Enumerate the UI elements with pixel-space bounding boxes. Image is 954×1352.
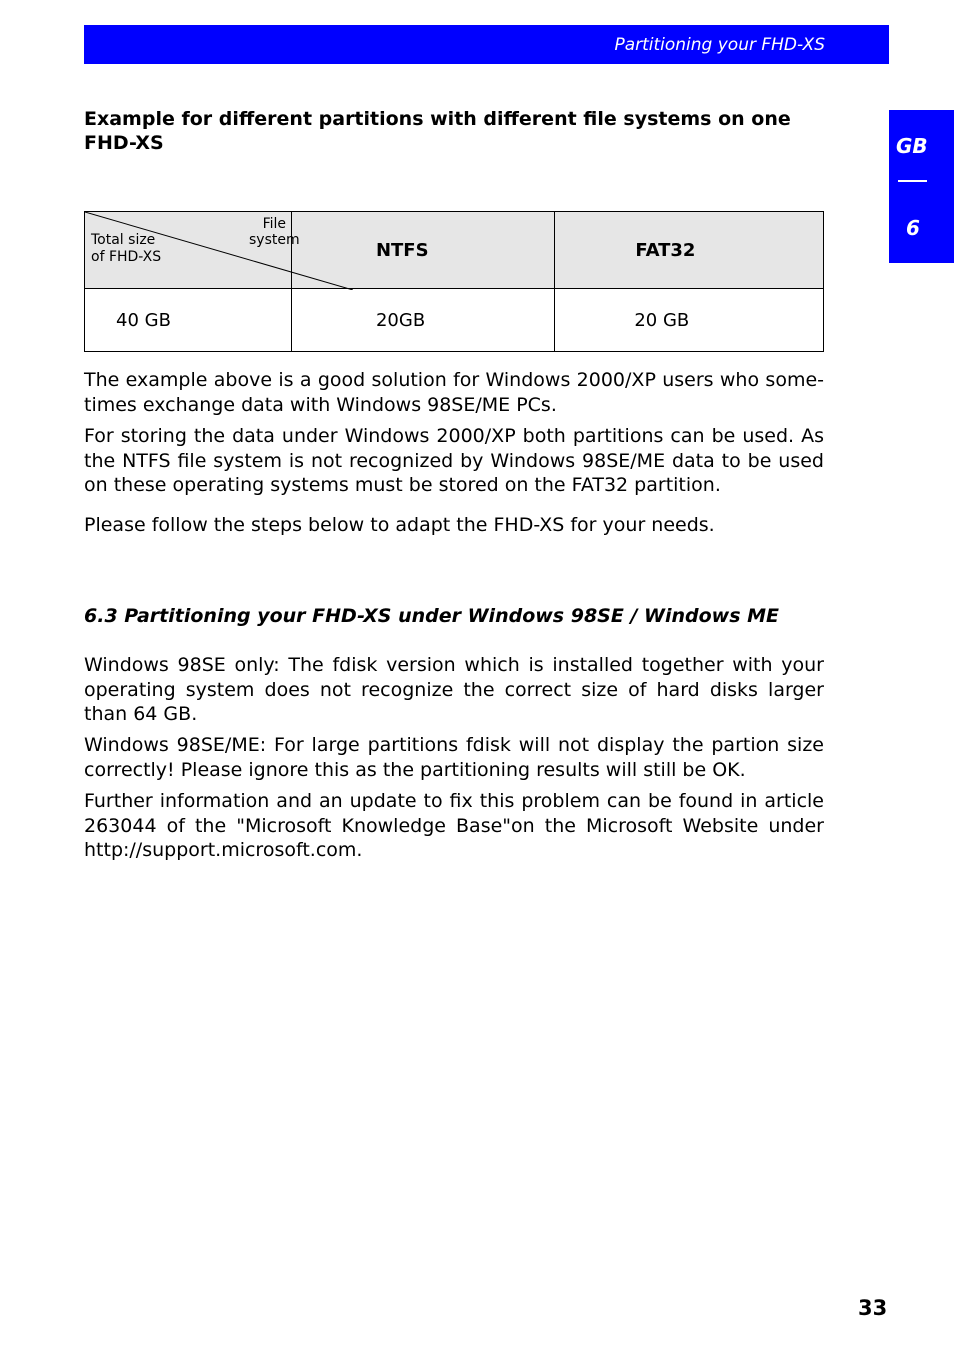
running-header-title: Partitioning your FHD-XS xyxy=(614,35,825,55)
page-number: 33 xyxy=(858,1296,888,1320)
total-size-label xyxy=(91,232,161,266)
paragraph-98se-me: Windows 98SE/ME: For large partitions fdisk will not display the partion size correctly! Please ignore this as the partitioning results will still be OK. xyxy=(84,734,824,781)
table-header-row xyxy=(85,212,824,289)
table-corner-cell xyxy=(85,212,300,289)
paragraph-further-info: Further information and an update to fix this problem can be found in article 263044 of the "Microsoft Knowledge Base"on the Microsoft Website under http://support.microsoft.com. xyxy=(84,790,824,862)
chapter-tab xyxy=(889,110,954,263)
table-row xyxy=(85,289,824,352)
paragraph-example-solution: The example above is a good solution for Windows 2000/XP users who some-times exchange data with Windows 98SE/ME PCs. xyxy=(84,369,824,416)
tab-divider xyxy=(898,180,927,182)
paragraph-storing-data: For storing the data under Windows 2000/XP both partitions can be used. As the NTFS file system is not recognized by Windows 98SE/ME data to be used on these operating systems must be stored on the FAT32 partition. xyxy=(84,425,824,497)
cell-fat32-size: 20 GB xyxy=(555,289,824,352)
cell-total-size: 40 GB xyxy=(85,289,292,352)
column-header-ntfs: NTFS xyxy=(291,212,554,289)
partition-table xyxy=(84,211,824,352)
language-label: GB xyxy=(896,134,928,158)
total-size-line2: of FHD-XS xyxy=(91,249,162,265)
paragraph-follow-steps: Please follow the steps below to adapt the FHD-XS for your needs. xyxy=(84,514,715,536)
header-bar xyxy=(84,25,889,64)
paragraph-98se-only: Windows 98SE only: The fdisk version which is installed together with your operating system does not recognize the correct size of hard disks larger than 64 GB. xyxy=(84,654,824,726)
column-header-fat32: FAT32 xyxy=(555,212,824,289)
total-size-line1: Total size xyxy=(91,232,156,248)
example-heading: Example for different partitions with different file systems on one FHD-XS xyxy=(84,108,791,154)
file-system-label: File system xyxy=(249,216,300,248)
section-title: 6.3 Partitioning your FHD-XS under Windows 98SE / Windows ME xyxy=(84,605,780,627)
cell-ntfs-size: 20GB xyxy=(291,289,554,352)
chapter-number: 6 xyxy=(906,216,920,240)
